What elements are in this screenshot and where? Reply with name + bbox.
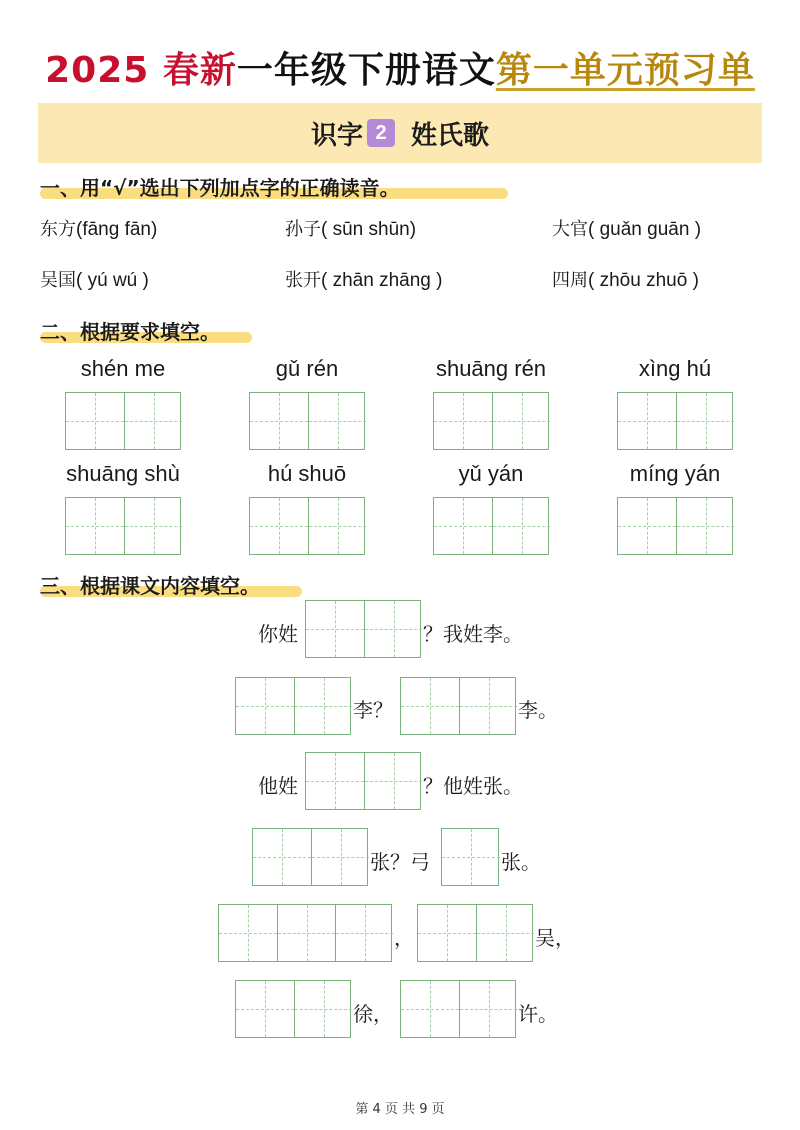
pinyin-label: yǔ yán bbox=[458, 461, 524, 486]
section1-heading: 一、用“√”选出下列加点字的正确读音。 bbox=[40, 176, 400, 200]
fill-text: ？我姓李。 bbox=[423, 622, 523, 646]
item-options[interactable]: ( zhōu zhuō ) bbox=[588, 270, 699, 291]
item-options[interactable]: ( guǎn guān ) bbox=[588, 219, 702, 240]
writing-grid[interactable] bbox=[252, 828, 368, 886]
item-word: 吴国 bbox=[40, 270, 76, 291]
item-options[interactable]: (fāng fān) bbox=[76, 219, 158, 240]
page-title bbox=[0, 42, 800, 93]
item-options[interactable]: ( sūn shūn) bbox=[321, 219, 417, 240]
reading-item bbox=[552, 215, 701, 241]
fill-text: ， bbox=[394, 926, 414, 950]
writing-grid[interactable] bbox=[235, 980, 351, 1038]
banner-prefix: 识字 bbox=[310, 120, 363, 151]
reading-item bbox=[40, 215, 157, 241]
title-unit: 第一单元预习单 bbox=[495, 50, 755, 91]
reading-item bbox=[285, 215, 416, 241]
writing-grid[interactable] bbox=[617, 392, 733, 450]
section3-heading: 三、根据课文内容填空。 bbox=[40, 574, 260, 598]
item-options[interactable]: ( yú wú ) bbox=[76, 270, 149, 291]
item-word: 四周 bbox=[552, 270, 588, 291]
writing-grid[interactable] bbox=[249, 392, 365, 450]
item-options[interactable]: ( zhān zhāng ) bbox=[321, 270, 443, 291]
writing-grid[interactable] bbox=[218, 904, 392, 962]
item-word: 张开 bbox=[285, 270, 321, 291]
writing-grid[interactable] bbox=[400, 980, 516, 1038]
pinyin-label: xìng hú bbox=[638, 356, 712, 381]
fill-text: 张。 bbox=[501, 850, 541, 874]
title-year: 2025 春新 bbox=[45, 50, 237, 91]
fill-text: 吴， bbox=[535, 926, 575, 950]
pinyin-label: shuāng shù bbox=[66, 461, 180, 486]
fill-text: 徐， bbox=[353, 1002, 393, 1026]
pinyin-label: shuāng rén bbox=[435, 356, 547, 381]
lesson-banner bbox=[38, 103, 762, 163]
section2-heading: 二、根据要求填空。 bbox=[40, 320, 220, 344]
reading-item bbox=[285, 266, 442, 292]
page-number: 第 4 页 共 9 页 bbox=[355, 1102, 445, 1117]
fill-text: 你姓 bbox=[258, 622, 298, 646]
item-word: 孙子 bbox=[285, 219, 321, 240]
fill-text: 李？ bbox=[353, 698, 393, 722]
reading-item bbox=[552, 266, 699, 292]
writing-grid[interactable] bbox=[235, 677, 351, 735]
fill-text: 他姓 bbox=[258, 774, 298, 798]
lesson-title: 姓氏歌 bbox=[411, 120, 490, 151]
pinyin-label: shén me bbox=[80, 356, 166, 381]
fill-text: 张？弓 bbox=[370, 850, 430, 874]
writing-grid[interactable] bbox=[305, 752, 421, 810]
writing-grid[interactable] bbox=[617, 497, 733, 555]
pinyin-label: gǔ rén bbox=[275, 356, 339, 381]
writing-grid[interactable] bbox=[417, 904, 533, 962]
writing-grid[interactable] bbox=[433, 497, 549, 555]
reading-item bbox=[40, 266, 149, 292]
fill-text: 许。 bbox=[518, 1002, 558, 1026]
item-word: 东方 bbox=[40, 219, 76, 240]
fill-text: 李。 bbox=[518, 698, 558, 722]
fill-text: ？他姓张。 bbox=[423, 774, 523, 798]
writing-grid[interactable] bbox=[305, 600, 421, 658]
lesson-number-badge: 2 bbox=[367, 119, 395, 147]
writing-grid[interactable] bbox=[249, 497, 365, 555]
writing-grid[interactable] bbox=[65, 392, 181, 450]
item-word: 大官 bbox=[552, 219, 588, 240]
pinyin-label: hú shuō bbox=[267, 461, 347, 486]
writing-grid[interactable] bbox=[433, 392, 549, 450]
writing-grid[interactable] bbox=[400, 677, 516, 735]
writing-grid[interactable] bbox=[441, 828, 499, 886]
pinyin-label: míng yán bbox=[629, 461, 721, 486]
title-grade: 一年级下册语文 bbox=[236, 50, 496, 91]
writing-grid[interactable] bbox=[65, 497, 181, 555]
